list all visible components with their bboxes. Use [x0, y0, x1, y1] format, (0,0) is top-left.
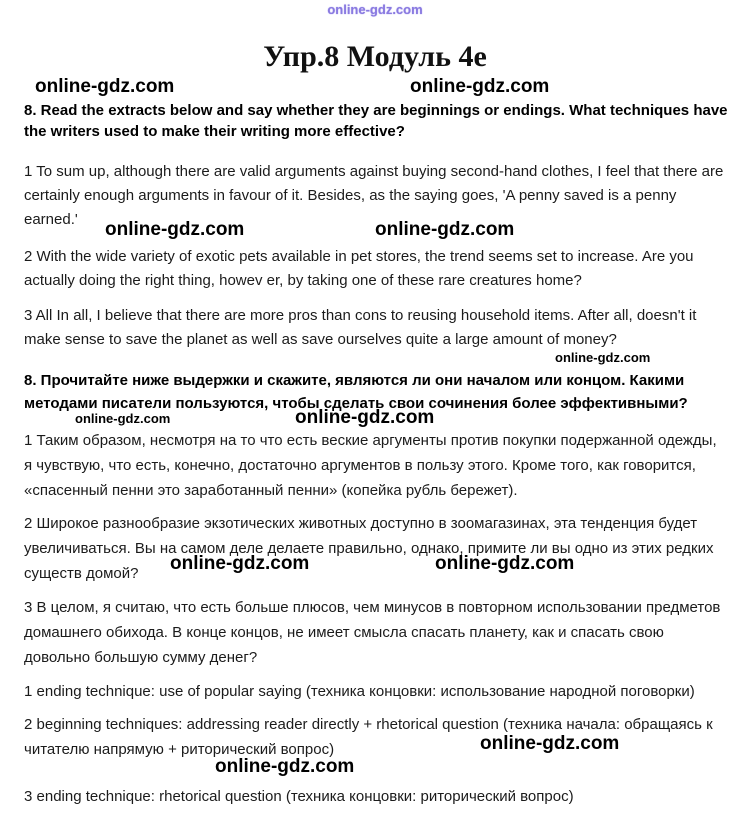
watermark: online-gdz.com: [375, 219, 515, 240]
watermark: online-gdz.com: [295, 407, 435, 428]
watermark: online-gdz.com: [435, 553, 575, 574]
watermark: online-gdz.com: [215, 756, 355, 777]
watermark: online-gdz.com: [170, 553, 310, 574]
extract-paragraph-ru-2: 2 Широкое разнообразие экзотических животных доступно в зоомагазинах, эта тенденция будет увеличиваться. Вы на самом деле делаете правильно, однако, примите ли вы одно из этих редких существ домой?: [24, 515, 714, 582]
extract-paragraph-en-1: 1 To sum up, although there are valid arguments against buying second-hand clothes, I feel that there are certainly enough arguments in favour of it. Besides, as the saying goes, 'A penny saved is a penny earned.': [24, 163, 724, 228]
task-heading-ru: 8. Прочитайте ниже выдержки и скажите, являются ли они началом или концом. Какими методами писатели пользуются, чтобы сделать свои сочинения более эффективными?: [24, 372, 688, 412]
watermark: online-gdz.com: [35, 76, 175, 97]
extract-paragraph-en-2: 2 With the wide variety of exotic pets available in pet stores, the trend seems set to increase. Are you actually doing the right thing, howev er, by taking one of these rare creatures home?: [24, 248, 694, 289]
watermark: online-gdz.com: [105, 219, 245, 240]
watermark: online-gdz.com: [410, 76, 550, 97]
watermark: online-gdz.com: [327, 2, 423, 17]
task-heading-en: 8. Read the extracts below and say whether they are beginnings or endings. What techniques have the writers used to make their writing more effective?: [24, 102, 728, 140]
answer-line-1: 1 ending technique: use of popular saying (техника концовки: использование народной поговорки): [24, 683, 695, 700]
extract-paragraph-ru-1: 1 Таким образом, несмотря на то что есть веские аргументы против покупки подержанной одежды, я чувствую, что есть, конечно, достаточно аргументов в пользу этого. Кроме того, как говорится, «спасенный пенни это заработанный пенни» (копейка рубль бережет).: [24, 432, 717, 499]
page-title: Упр.8 Модуль 4e: [263, 40, 487, 73]
watermark: online-gdz.com: [75, 411, 171, 426]
extract-paragraph-ru-3: 3 В целом, я считаю, что есть больше плюсов, чем минусов в повторном использовании предметов домашнего обихода. В конце концов, не имеет смысла спасать планету, как и спасать свою довольно большую сумму денег?: [24, 599, 721, 666]
watermark: online-gdz.com: [480, 733, 620, 754]
answer-line-2: 2 beginning techniques: addressing reader directly + rhetorical question (техника начала: обращаясь к читателю напрямую + риторический вопрос): [24, 716, 713, 758]
answer-line-3: 3 ending technique: rhetorical question (техника концовки: риторический вопрос): [24, 788, 574, 805]
extract-paragraph-en-3: 3 All In all, I believe that there are more pros than cons to reusing household items. After all, doesn't it make sense to save the planet as well as save ourselves quite a large amount of money?: [24, 307, 697, 348]
watermark: online-gdz.com: [555, 350, 651, 365]
